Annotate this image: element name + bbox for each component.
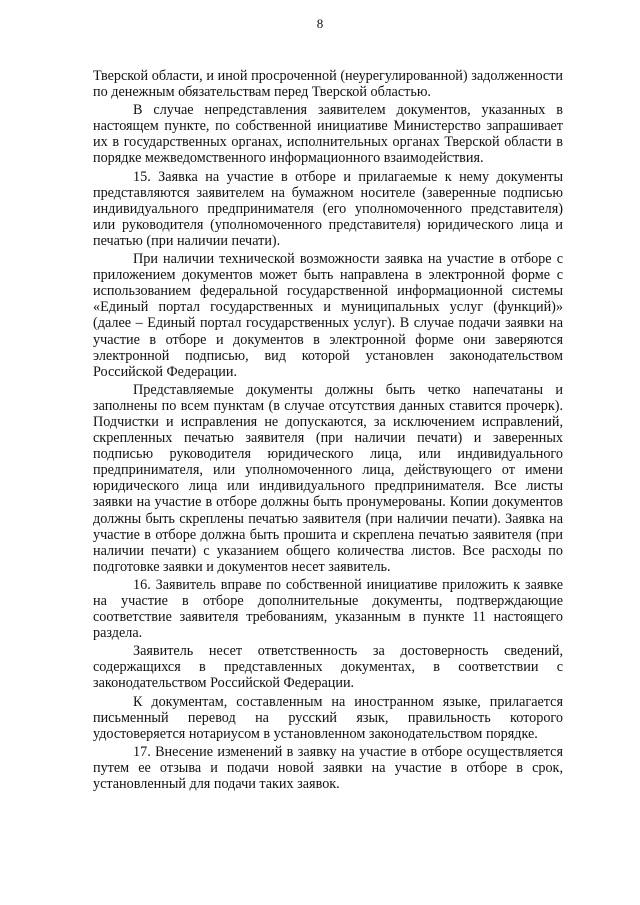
document-body (93, 68, 563, 794)
page-number: 8 (316, 16, 324, 31)
paragraph-nonsubmission: В случае непредставления заявителем документов, указанных в настоящем пункте, по собственной инициативе Министерство запрашивает их в государственных органах, исполнительных органах Тверской области в порядке межведомственного информационного взаимодействия. (93, 102, 563, 167)
paragraph-electronic-submission: При наличии технической возможности заявка на участие в отборе с приложением документов может быть направлена в электронной форме с использованием федеральной государственной информационной системы «Единый портал государственных и муниципальных услуг (функций)» (далее – Единый портал государственных услуг). В случае подачи заявки на участие в отборе и документов в электронной форме они заверяются электронной подписью, вид которой установлен законодательством Российской Федерации. (93, 251, 563, 380)
paragraph-responsibility: Заявитель несет ответственность за достоверность сведений, содержащихся в представленных документах, в соответствии с законодательством Российской Федерации. (93, 643, 563, 692)
paragraph-item-16: 16. Заявитель вправе по собственной инициативе приложить к заявке на участие в отборе дополнительные документы, подтверждающие соответствие заявителя требованиям, указанным в пункте 11 настоящего раздела. (93, 576, 563, 642)
paragraph-item-17: 17. Внесение изменений в заявку на участие в отборе осуществляется путем ее отзыва и подачи новой заявки на участие в отборе в срок, установленный для подачи таких заявок. (93, 743, 563, 793)
paragraph-item-15: 15. Заявка на участие в отборе и прилагаемые к нему документы представляются заявителем на бумажном носителе (заверенные подписью индивидуального предпринимателя (его уполномоченного представителя) или руководителя (уполномоченного представителя) юридического лица и печатью (при наличии печати). (93, 168, 563, 249)
paragraph-translation: К документам, составленным на иностранном языке, прилагается письменный перевод на русский язык, правильность которого удостоверяется нотариусом в установленном законодательством порядке. (93, 693, 563, 742)
paragraph-document-requirements: Представляемые документы должны быть четко напечатаны и заполнены по всем пунктам (в случае отсутствия данных ставится прочерк). Подчистки и исправления не допускаются, за исключением исправлений, скрепленных печатью заявителя (при наличии печати) и заверенных подписью руководителя юридического лица, или индивидуального предпринимателя, или уполномоченного лица, действующего от имени юридического лица или индивидуального предпринимателя. Все листы заявки на участие в отборе должны быть пронумерованы. Копии документов должны быть скреплены печатью заявителя (при наличии печати). Заявка на участие в отборе должна быть прошита и скреплена печатью заявителя (при наличии печати) с указанием общего количества листов. Все расходы по подготовке заявки и документов несет заявитель. (93, 381, 563, 575)
paragraph-continuation: Тверской области, и иной просроченной (неурегулированной) задолженности по денежным обязательствам перед Тверской областью. (93, 68, 563, 101)
